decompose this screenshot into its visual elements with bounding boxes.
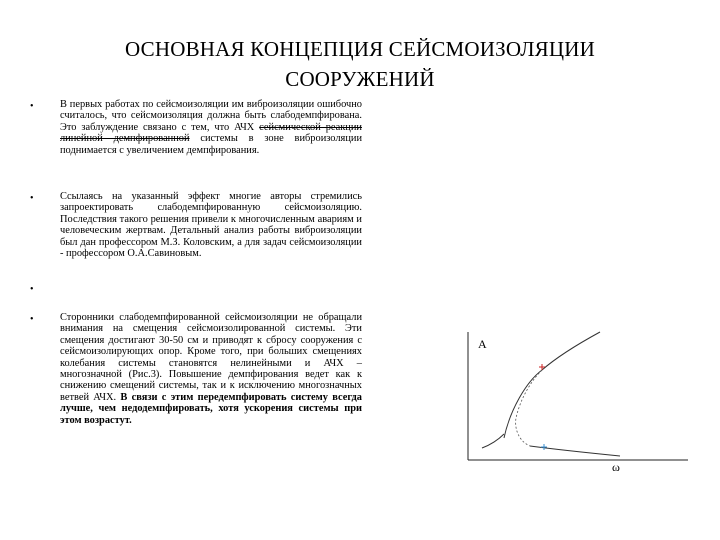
bullet-2: •: [30, 193, 34, 204]
bullet-4: •: [30, 314, 34, 325]
response-curve-upper: [504, 332, 600, 438]
paragraph-1: [60, 99, 362, 156]
paragraph-1-text-b: системы в зоне виброизоляции поднимается с увеличением демпфирования.: [60, 133, 363, 156]
paragraph-3-text: Сторонники слабодемпфированной сейсмоизоляции не обращали внимания на смещения сейсмоизолированной системы. Эти смещения достигают 30-50 см и приводят к сбросу сооружения с сейсмоизолирующих опор. Кроме того, при больших смещениях колебания системы становятся нелинейными и АЧХ – многозначной (Рис.3). Повышение демпфирования ведет как к снижению смещений системы, так и к исключению многозначных ветвей АЧХ.: [60, 312, 362, 403]
paragraph-1-text-a: В первых работах по сейсмоизоляции им виброизоляции ошибочно считалось, что сейсмоизоляция должна быть слабодемпфирована. Это заблуждение связано с тем, что АЧХ: [60, 99, 362, 133]
response-curve-left: [482, 434, 504, 448]
title-line-1: ОСНОВНАЯ КОНЦЕПЦИЯ СЕЙСМОИЗОЛЯЦИИ: [125, 37, 595, 61]
frequency-response-figure: [460, 330, 700, 475]
y-axis-label: A: [478, 337, 487, 351]
bullet-3: •: [30, 284, 34, 295]
marker-top: [539, 364, 545, 370]
x-axis-label: ω: [612, 460, 620, 474]
marker-bottom: [541, 444, 547, 450]
response-curve-unstable: [516, 370, 542, 446]
bullet-1: •: [30, 101, 34, 112]
paragraph-2: Ссылаясь на указанный эффект многие авторы стремились запроектировать слабодемпфированную сейсмоизоляцию. Последствия такого решения привели к многочисленным авариям и человеческим жертвам. Детальный анализ работы виброизоляции был дан профессором М.З. Коловским, а для задач сейсмоизоляции - профессором О.А.Савиновым.: [60, 191, 362, 260]
slide-title: [40, 34, 680, 94]
title-line-2: СООРУЖЕНИЙ: [285, 67, 435, 91]
paragraph-3: [60, 312, 362, 426]
paragraph-3-bold-text: В связи с этим передемпфировать систему всегда лучше, чем недодемпфировать, хотя ускорения системы при этом возрастут.: [60, 391, 362, 426]
paragraph-1-strikethrough: сейсмической реакции линейной демпфированной: [60, 121, 362, 145]
